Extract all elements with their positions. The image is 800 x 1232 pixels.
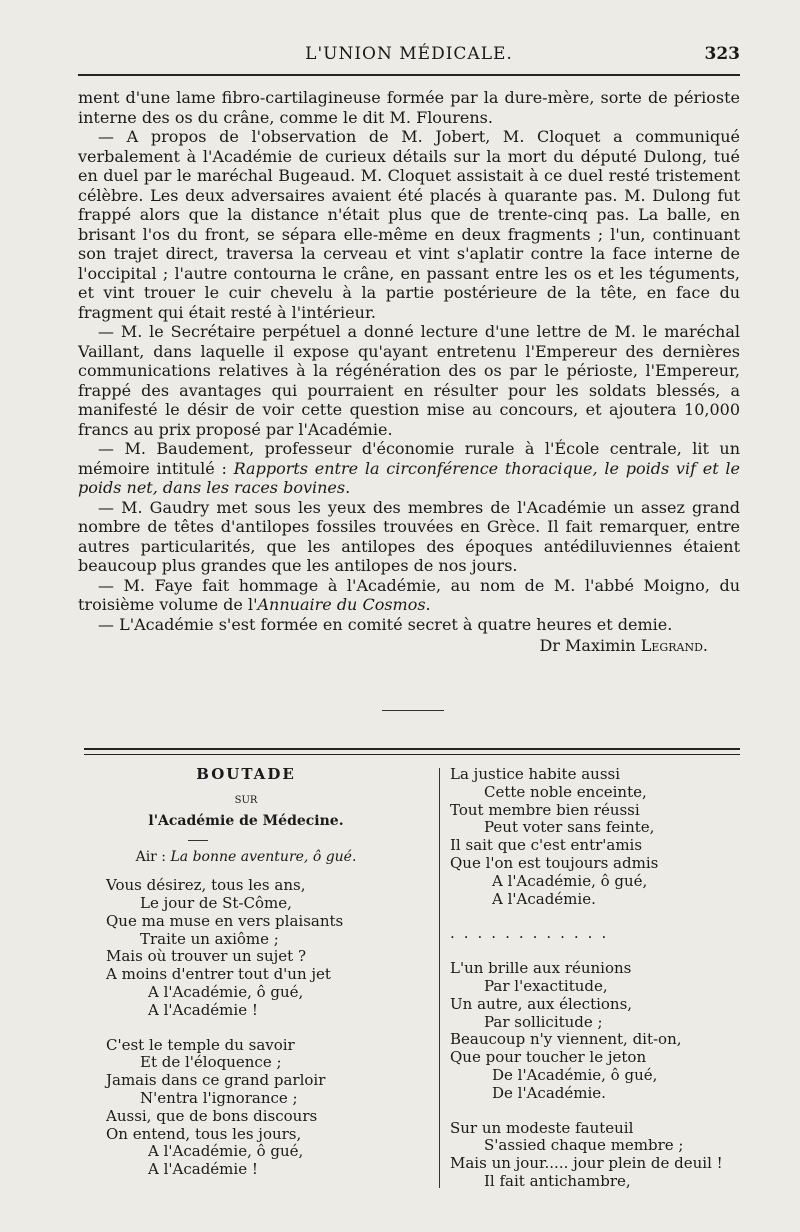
verse-line: Mais un jour..... jour plein de deuil ! (450, 1154, 723, 1173)
paragraph: — L'Académie s'est formée en comité secret à quatre heures et demie. (98, 614, 673, 634)
verse-line: Aussi, que de bons discours (106, 1106, 318, 1125)
stanza (450, 1120, 750, 1191)
verse-line: A l'Académie. (492, 889, 596, 908)
running-header (78, 44, 740, 70)
verse-line: De l'Académie. (492, 1083, 606, 1102)
verse-line: S'assied chaque membre ; (484, 1136, 684, 1155)
stanza (450, 766, 750, 908)
section-divider (382, 710, 444, 711)
verse-line: Il fait antichambre, (484, 1171, 631, 1190)
feuilleton-rule (84, 748, 740, 755)
verse-line: L'un brille aux réunions (450, 959, 632, 978)
signature-prefix: Dr Maximin (539, 636, 641, 655)
title-dash (188, 840, 208, 841)
stanza (450, 960, 750, 1102)
paragraph: ment d'une lame fibro-cartilagineuse formée par la dure-mère, sorte de périoste interne des os du crâne, comme le dit M. Flourens. (78, 88, 740, 127)
verse-line: Mais où trouver un sujet ? (106, 947, 307, 966)
poem-left-column (106, 766, 426, 1179)
verse-line: Que l'on est toujours admis (450, 853, 659, 872)
verse-line: Vous désirez, tous les ans, (106, 876, 306, 895)
verse-line: A l'Académie, ô gué, (148, 1142, 304, 1161)
poem-air (66, 849, 426, 867)
column-divider (439, 768, 440, 1188)
verse-line: Le jour de St-Côme, (140, 893, 292, 912)
punctuation: . (345, 478, 351, 497)
verse-line: A l'Académie ! (148, 1000, 258, 1019)
verse-line: A moins d'entrer tout d'un jet (106, 965, 331, 984)
stanza (106, 1037, 426, 1179)
verse-line: A l'Académie, ô gué, (492, 871, 648, 890)
poem-subject: l'Académie de Médecine. (148, 812, 344, 829)
journal-title: L'UNION MÉDICALE. (305, 44, 513, 64)
air-tune: La bonne aventure, ô gué. (170, 849, 357, 866)
verse-line: C'est le temple du savoir (106, 1035, 295, 1054)
paragraph-text: — M. Baudement, professeur d'économie rurale à l'École centrale, lit un mémoire intitulé : (78, 439, 740, 478)
verse-line: De l'Académie, ô gué, (492, 1065, 658, 1084)
verse-line: A l'Académie, ô gué, (148, 982, 304, 1001)
verse-line: Beaucoup n'y viennent, dit-on, (450, 1030, 682, 1049)
verse-line: Tout membre bien réussi (450, 800, 640, 819)
poem-title: BOUTADE (196, 765, 296, 783)
punctuation: . (702, 636, 708, 655)
verse-line: Un autre, aux élections, (450, 994, 633, 1013)
verse-line: Peut voter sans feinte, (484, 818, 655, 837)
verse-line: Que pour toucher le jeton (450, 1048, 647, 1067)
verse-line: N'entra l'ignorance ; (140, 1088, 298, 1107)
ellipsis-line: ............ (450, 924, 616, 943)
header-rule (78, 74, 740, 76)
paragraph: — M. le Secrétaire perpétuel a donné lecture d'une lettre de M. le maréchal Vaillant, dans laquelle il expose qu'ayant entretenu l'Empereur des dernières communications relatives à la régénération des os par le périoste, l'Empereur, frappé des avantages qui pourraient en résulter pour les soldats blessés, a manifesté le désir de voir cette question mise au concours, et ajoutera 10,000 francs au prix proposé par l'Académie. (78, 322, 740, 439)
air-label: Air : (135, 849, 167, 866)
verse-line: Traite un axiôme ; (140, 929, 279, 948)
signature (78, 636, 740, 656)
verse-line: A l'Académie ! (148, 1160, 258, 1179)
signature-surname: Legrand (640, 636, 703, 655)
memoir-title: Rapports entre la circonférence thoracique, le poids vif et le poids net, dans les races bovines (78, 458, 740, 497)
paragraph: — A propos de l'observation de M. Jobert, M. Cloquet a communiqué verbalement à l'Académie de curieux détails sur la mort du député Dulong, tué en duel par le maréchal Bugeaud. M. Cloquet assistait à ce duel resté tristement célèbre. Les deux adversaires avaient été placés à quarante pas. M. Dulong fut frappé alors que la distance n'était plus que de trente-cinq pas. La balle, en brisant l'os du front, se sépara elle-même en deux fragments ; l'un, continuant son trajet direct, traversa la cerveau et vint s'aplatir contre la face interne de l'occipital ; l'autre contourna le crâne, en passant entre les os et les téguments, et vint trouer le cuir chevelu à la partie postérieure de la tête, en face du fragment qui était resté à l'intérieur. (78, 127, 740, 322)
paragraph (78, 576, 740, 615)
poem-sur: SUR (234, 794, 258, 806)
poem-right-column (450, 766, 750, 1191)
verse-line: Jamais dans ce grand parloir (106, 1071, 326, 1090)
paragraph: — M. Gaudry met sous les yeux des membres de l'Académie un assez grand nombre de têtes d'antilopes fossiles trouvées en Grèce. Il fait remarquer, entre autres particularités, que les antilopes des époques antédiluviennes étaient beaucoup plus grandes que les antilopes de nos jours. (78, 497, 740, 575)
verse-line: Sur un modeste fauteuil (450, 1118, 634, 1137)
verse-line: Il sait que c'est entr'amis (450, 836, 643, 855)
verse-line: Et de l'éloquence ; (140, 1053, 282, 1072)
verse-line: Que ma muse en vers plaisants (106, 911, 344, 930)
verse-line: Cette noble enceinte, (484, 782, 647, 801)
verse-line: La justice habite aussi (450, 765, 621, 783)
verse-line: On entend, tous les jours, (106, 1124, 302, 1143)
page-number: 323 (704, 44, 740, 64)
punctuation: . (425, 595, 431, 614)
volume-title: Annuaire du Cosmos (257, 595, 426, 614)
article-body (78, 88, 740, 656)
verse-line: Par sollicitude ; (484, 1012, 603, 1031)
paragraph (78, 439, 740, 498)
paragraph-text: — M. Faye fait hommage à l'Académie, au nom de M. l'abbé Moigno, du troisième volume de l' (78, 575, 740, 614)
stanza (106, 877, 426, 1019)
verse-line: Par l'exactitude, (484, 976, 608, 995)
